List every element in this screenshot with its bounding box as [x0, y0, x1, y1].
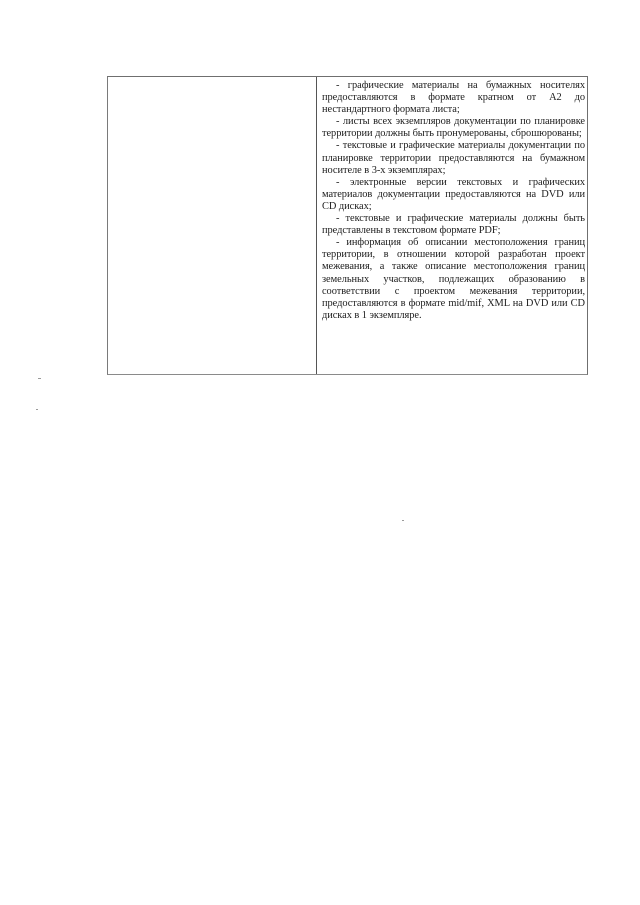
table-left-cell [108, 77, 317, 374]
requirement-page-numbering: - листы всех экземпляров документации по планировке территории должны быть пронумерованы, сброшюрованы; [322, 116, 585, 140]
table-right-cell [317, 77, 587, 374]
scan-speck [38, 378, 41, 379]
scan-speck [36, 409, 38, 410]
requirement-electronic-media: - электронные версии текстовых и графических материалов документации предоставляются на DVD или CD дисках; [322, 176, 585, 212]
requirement-paper-copies: - текстовые и графические материалы документации по планировке территории предоставляются на бумажном носителе в 3-х экземплярах; [322, 140, 585, 176]
requirement-paper-format: - графические материалы на бумажных носителях предоставляются в формате кратном от А2 до нестандартного формата листа; [322, 80, 585, 116]
requirements-table [107, 76, 588, 375]
requirement-boundary-data: - информация об описании местоположения границ территории, в отношении которой разработан проект межевания, а также описание местоположения границ земельных участков, подлежащих образованию в соответствии с проектом межевания территории, предоставляются в формате mid/mif, XML на DVD или CD дисках в 1 экземпляре. [322, 237, 585, 321]
scan-speck [402, 520, 404, 521]
requirement-pdf-format: - текстовые и графические материалы должны быть представлены в текстовом формате PDF; [322, 213, 585, 237]
